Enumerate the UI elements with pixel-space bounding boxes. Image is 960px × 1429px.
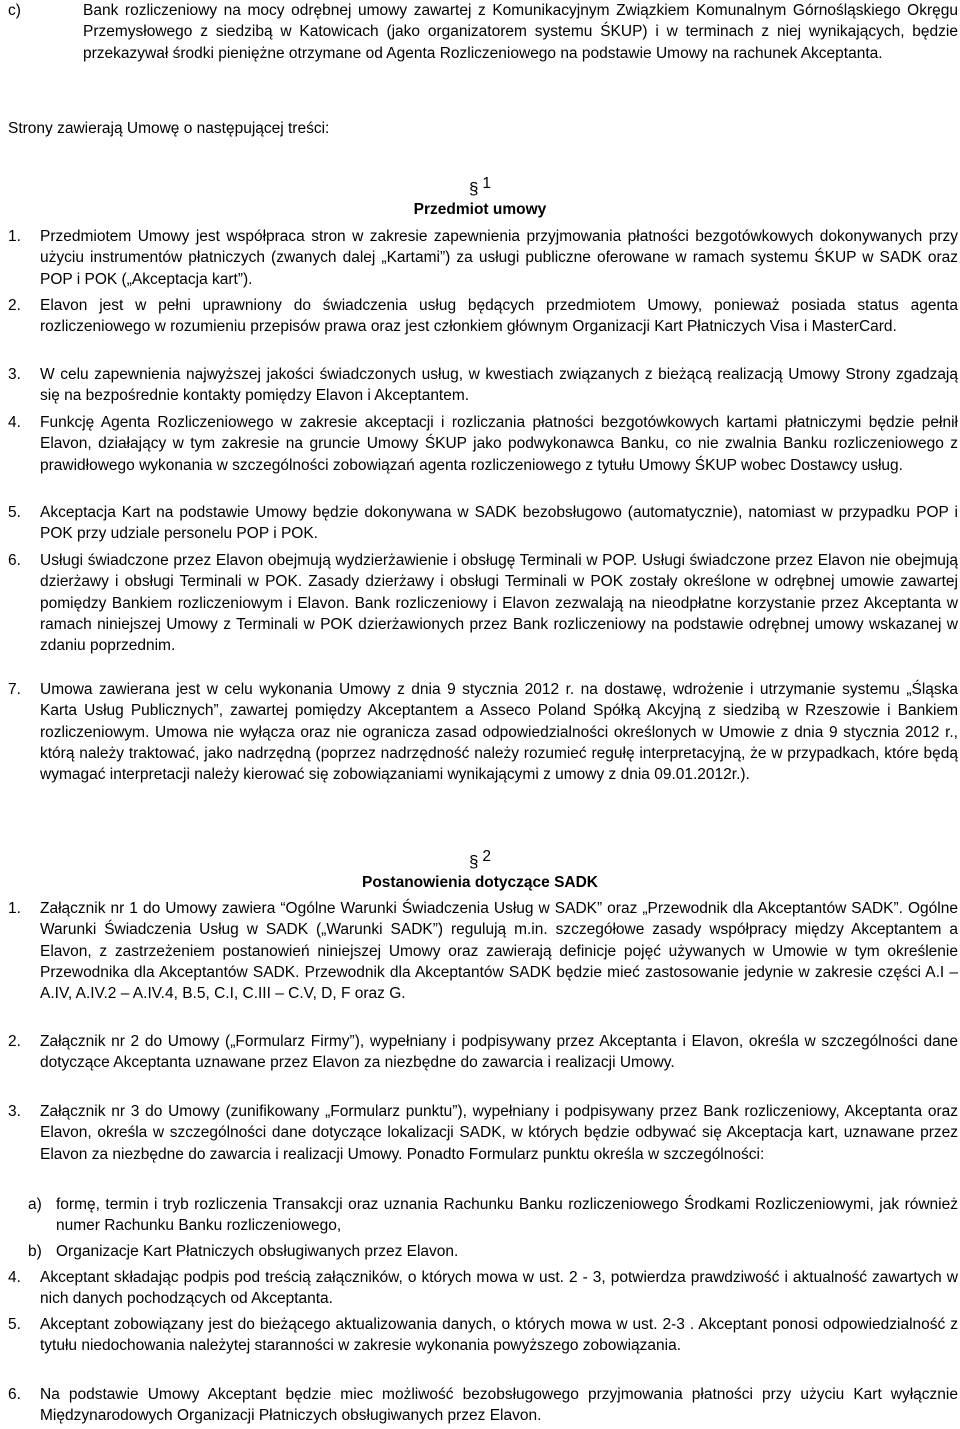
paragraph-text: Załącznik nr 1 do Umowy zawiera “Ogólne Warunki Świadczenia Usług w SADK” oraz „Przewodnik dla Akceptantów SADK”. Ogólne Warunki Świadczenia Usług w SADK („Warunki SADK”) regulują m.in. szczegółowe zasady współpracy między Akceptantem a Elavon, z zastrzeżeniem postanowień niniejszej Umowy oraz zawierają definicje pojęć używanych w Umowie w tym określenie Przewodnika dla Akceptantów SADK. Przewodnik dla Akceptantów SADK będzie mieć zastosowanie jedynie w zakresie części A.I – A.IV, A.IV.2 – A.IV.4, B.5, C.I, C.III – C.V, D, F oraz G.	[40, 900, 958, 1003]
list-number: 2.	[8, 297, 21, 314]
paragraph-text: Funkcję Agenta Rozliczeniowego w zakresie akceptacji i rozliczania płatności bezgotówkowych kartami płatniczymi będzie pełnił Elavon, działający w tym zakresie na gruncie Umowy ŚKUP jako podwykonawca Banku, co nie zwalnia Banku rozliczeniowego z prawidłowego wykonania w szczególności zobowiązań agenta rozliczeniowego z tytułu Umowy ŚKUP wobec Dostawcy usług.	[40, 414, 958, 474]
section-2-subpoint-b	[28, 1241, 958, 1262]
section-2-point-5	[8, 1314, 958, 1357]
section-1-title: Przedmiot umowy	[413, 201, 547, 218]
paragraph-text: Elavon jest w pełni uprawniony do świadczenia usług będących przedmiotem Umowy, ponieważ posiada status agenta rozliczeniowego w rozumieniu przepisów prawa oraz jest członkiem głównym Organizacji Kart Płatniczych Visa i MasterCard.	[40, 297, 958, 336]
list-number: 3.	[8, 366, 21, 383]
paragraph-sign-icon: §	[468, 179, 479, 198]
list-number: 6.	[8, 1386, 21, 1403]
section-1-point-2	[8, 295, 958, 338]
section-1-number	[0, 172, 960, 198]
paragraph-text: Przedmiotem Umowy jest współpraca stron w zakresie zapewnienia przyjmowania płatności bezgotówkowych dokonywanych przy użyciu instrumentów płatniczych (zwanych dalej „Kartami”) za usługi publiczne oferowane w ramach systemu ŚKUP w SADK oraz POP i POK („Akceptacja kart”).	[40, 228, 958, 288]
list-number: 6.	[8, 552, 21, 569]
list-number: 4.	[8, 1269, 21, 1286]
section-2-point-2	[8, 1031, 958, 1074]
section-2-point-4	[8, 1267, 958, 1310]
list-number: 3.	[8, 1103, 21, 1120]
section-1-point-1	[8, 226, 958, 290]
paragraph-text: Załącznik nr 3 do Umowy (zunifikowany „Formularz punktu”), wypełniany i podpisywany przez Bank rozliczeniowy, Akceptanta oraz Elavon, określa w szczególności dane dotyczące lokalizacji SADK, w których będzie odbywać się Akceptacja kart, uznawane przez Elavon za niezbędne do zawarcia i realizacji Umowy. Ponadto Formularz punktu określa w szczególności:	[40, 1103, 958, 1163]
parties-statement: Strony zawierają Umowę o następującej treści:	[8, 120, 330, 137]
list-number: 2.	[8, 1033, 21, 1050]
section-2-point-6	[8, 1384, 958, 1427]
paragraph-sign-icon: §	[468, 852, 479, 871]
section-1-point-7	[8, 679, 958, 785]
section-1-point-5	[8, 502, 958, 545]
section-1-point-6	[8, 550, 958, 656]
section-2-point-1	[8, 898, 958, 1004]
paragraph-text: Załącznik nr 2 do Umowy („Formularz Firmy”), wypełniany i podpisywany przez Akceptanta i Elavon, określa w szczególności dane dotyczące Akceptanta uznawane przez Elavon za niezbędne do zawarcia i realizacji Umowy.	[40, 1033, 958, 1072]
list-number: 1.	[8, 900, 21, 917]
paragraph-text: Na podstawie Umowy Akceptant będzie miec możliwość bezobsługowego przyjmowania płatności przy użyciu Kart wyłącznie Międzynarodowych Organizacji Płatniczych obsługiwanych przez Elavon.	[40, 1386, 958, 1425]
paragraph-text: Akceptacja Kart na podstawie Umowy będzie dokonywana w SADK bezobsługowo (automatycznie), natomiast w przypadku POP i POK przy udziale personelu POP i POK.	[40, 504, 958, 543]
list-number: 4.	[8, 414, 21, 431]
list-label: a)	[28, 1196, 42, 1213]
section-2-point-3	[8, 1101, 958, 1165]
paragraph-text: Akceptant zobowiązany jest do bieżącego aktualizowania danych, o których mowa w ust. 2-3 . Akceptant ponosi odpowiedzialność z tytułu niedochowania należytej staranności w zakresie wykonania powyższego zobowiązania.	[40, 1316, 958, 1355]
list-number: 1.	[8, 228, 21, 245]
section-1-point-3	[8, 364, 958, 407]
list-number: 5.	[8, 504, 21, 521]
paragraph-text: Akceptant składając podpis pod treścią załączników, o których mowa w ust. 2 - 3, potwierdza prawdziwość i aktualność zawartych w nich danych pochodzących od Akceptanta.	[40, 1269, 958, 1308]
paragraph-text: Usługi świadczone przez Elavon obejmują wydzierżawienie i obsługę Terminali w POP. Usługi świadczone przez Elavon nie obejmują dzierżawy i obsługi Terminali w POK. Zasady dzierżawy i obsługi Terminali w POK zostały określone w odrębnej umowie zawartej pomiędzy Bankiem rozliczeniowym i Elavon. Bank rozliczeniowy i Elavon zezwalają na nieodpłatne korzystanie przez Akceptanta w ramach niniejszej Umowy z Terminali w POK dzierżawionych przez Bank rozliczeniowy na podstawie odrębnej umowy wskazanej w zdaniu poprzednim.	[40, 552, 958, 655]
paragraph-text: Bank rozliczeniowy na mocy odrębnej umowy zawartej z Komunikacyjnym Związkiem Komunalnym Górnośląskiego Okręgu Przemysłowego z siedzibą w Katowicach (jako organizatorem systemu ŚKUP) i w terminach z niej wynikających, będzie przekazywał środki pieniężne otrzymane od Agenta Rozliczeniowego na podstawie Umowy na rachunek Akceptanta.	[83, 2, 958, 62]
paragraph-text: formę, termin i tryb rozliczenia Transakcji oraz uznania Rachunku Banku rozliczeniowego Środkami Rozliczeniowymi, jak również numer Rachunku Banku rozliczeniowego,	[56, 1196, 958, 1235]
list-number: 7.	[8, 681, 21, 698]
paragraph-text: Organizacje Kart Płatniczych obsługiwanych przez Elavon.	[56, 1243, 459, 1260]
list-number: 5.	[8, 1316, 21, 1333]
section-2-number	[0, 845, 960, 871]
list-label: b)	[28, 1243, 42, 1260]
section-number: 1	[482, 175, 492, 192]
section-number: 2	[482, 848, 492, 865]
section-2-title: Postanowienia dotyczące SADK	[361, 874, 598, 891]
paragraph-text: Umowa zawierana jest w celu wykonania Umowy z dnia 9 stycznia 2012 r. na dostawę, wdrożenie i utrzymanie systemu „Śląska Karta Usług Publicznych”, zawartej pomiędzy Akceptantem a Asseco Poland Spółką Akcyjną z siedzibą w Rzeszowie i Bankiem rozliczeniowym. Umowa nie wyłącza oraz nie ogranicza zasad odpowiedzialności określonych w Umowie z dnia 9 stycznia 2012 r., którą należy traktować, jako nadrzędną (poprzez nadrzędność należy rozumieć regułę interpretacyjną, że w przypadkach, które będą wymagać interpretacji należy kierować się zobowiązaniami wynikającymi z umowy z dnia 09.01.2012r.).	[40, 681, 958, 784]
list-label: c)	[8, 2, 21, 19]
section-1-point-4	[8, 412, 958, 476]
intro-point-c	[8, 0, 958, 64]
paragraph-text: W celu zapewnienia najwyższej jakości świadczonych usług, w kwestiach związanych z bieżącą realizacją Umowy Strony zgadzają się na bezpośrednie kontakty pomiędzy Elavon i Akceptantem.	[40, 366, 958, 405]
section-2-subpoint-a	[28, 1194, 958, 1237]
